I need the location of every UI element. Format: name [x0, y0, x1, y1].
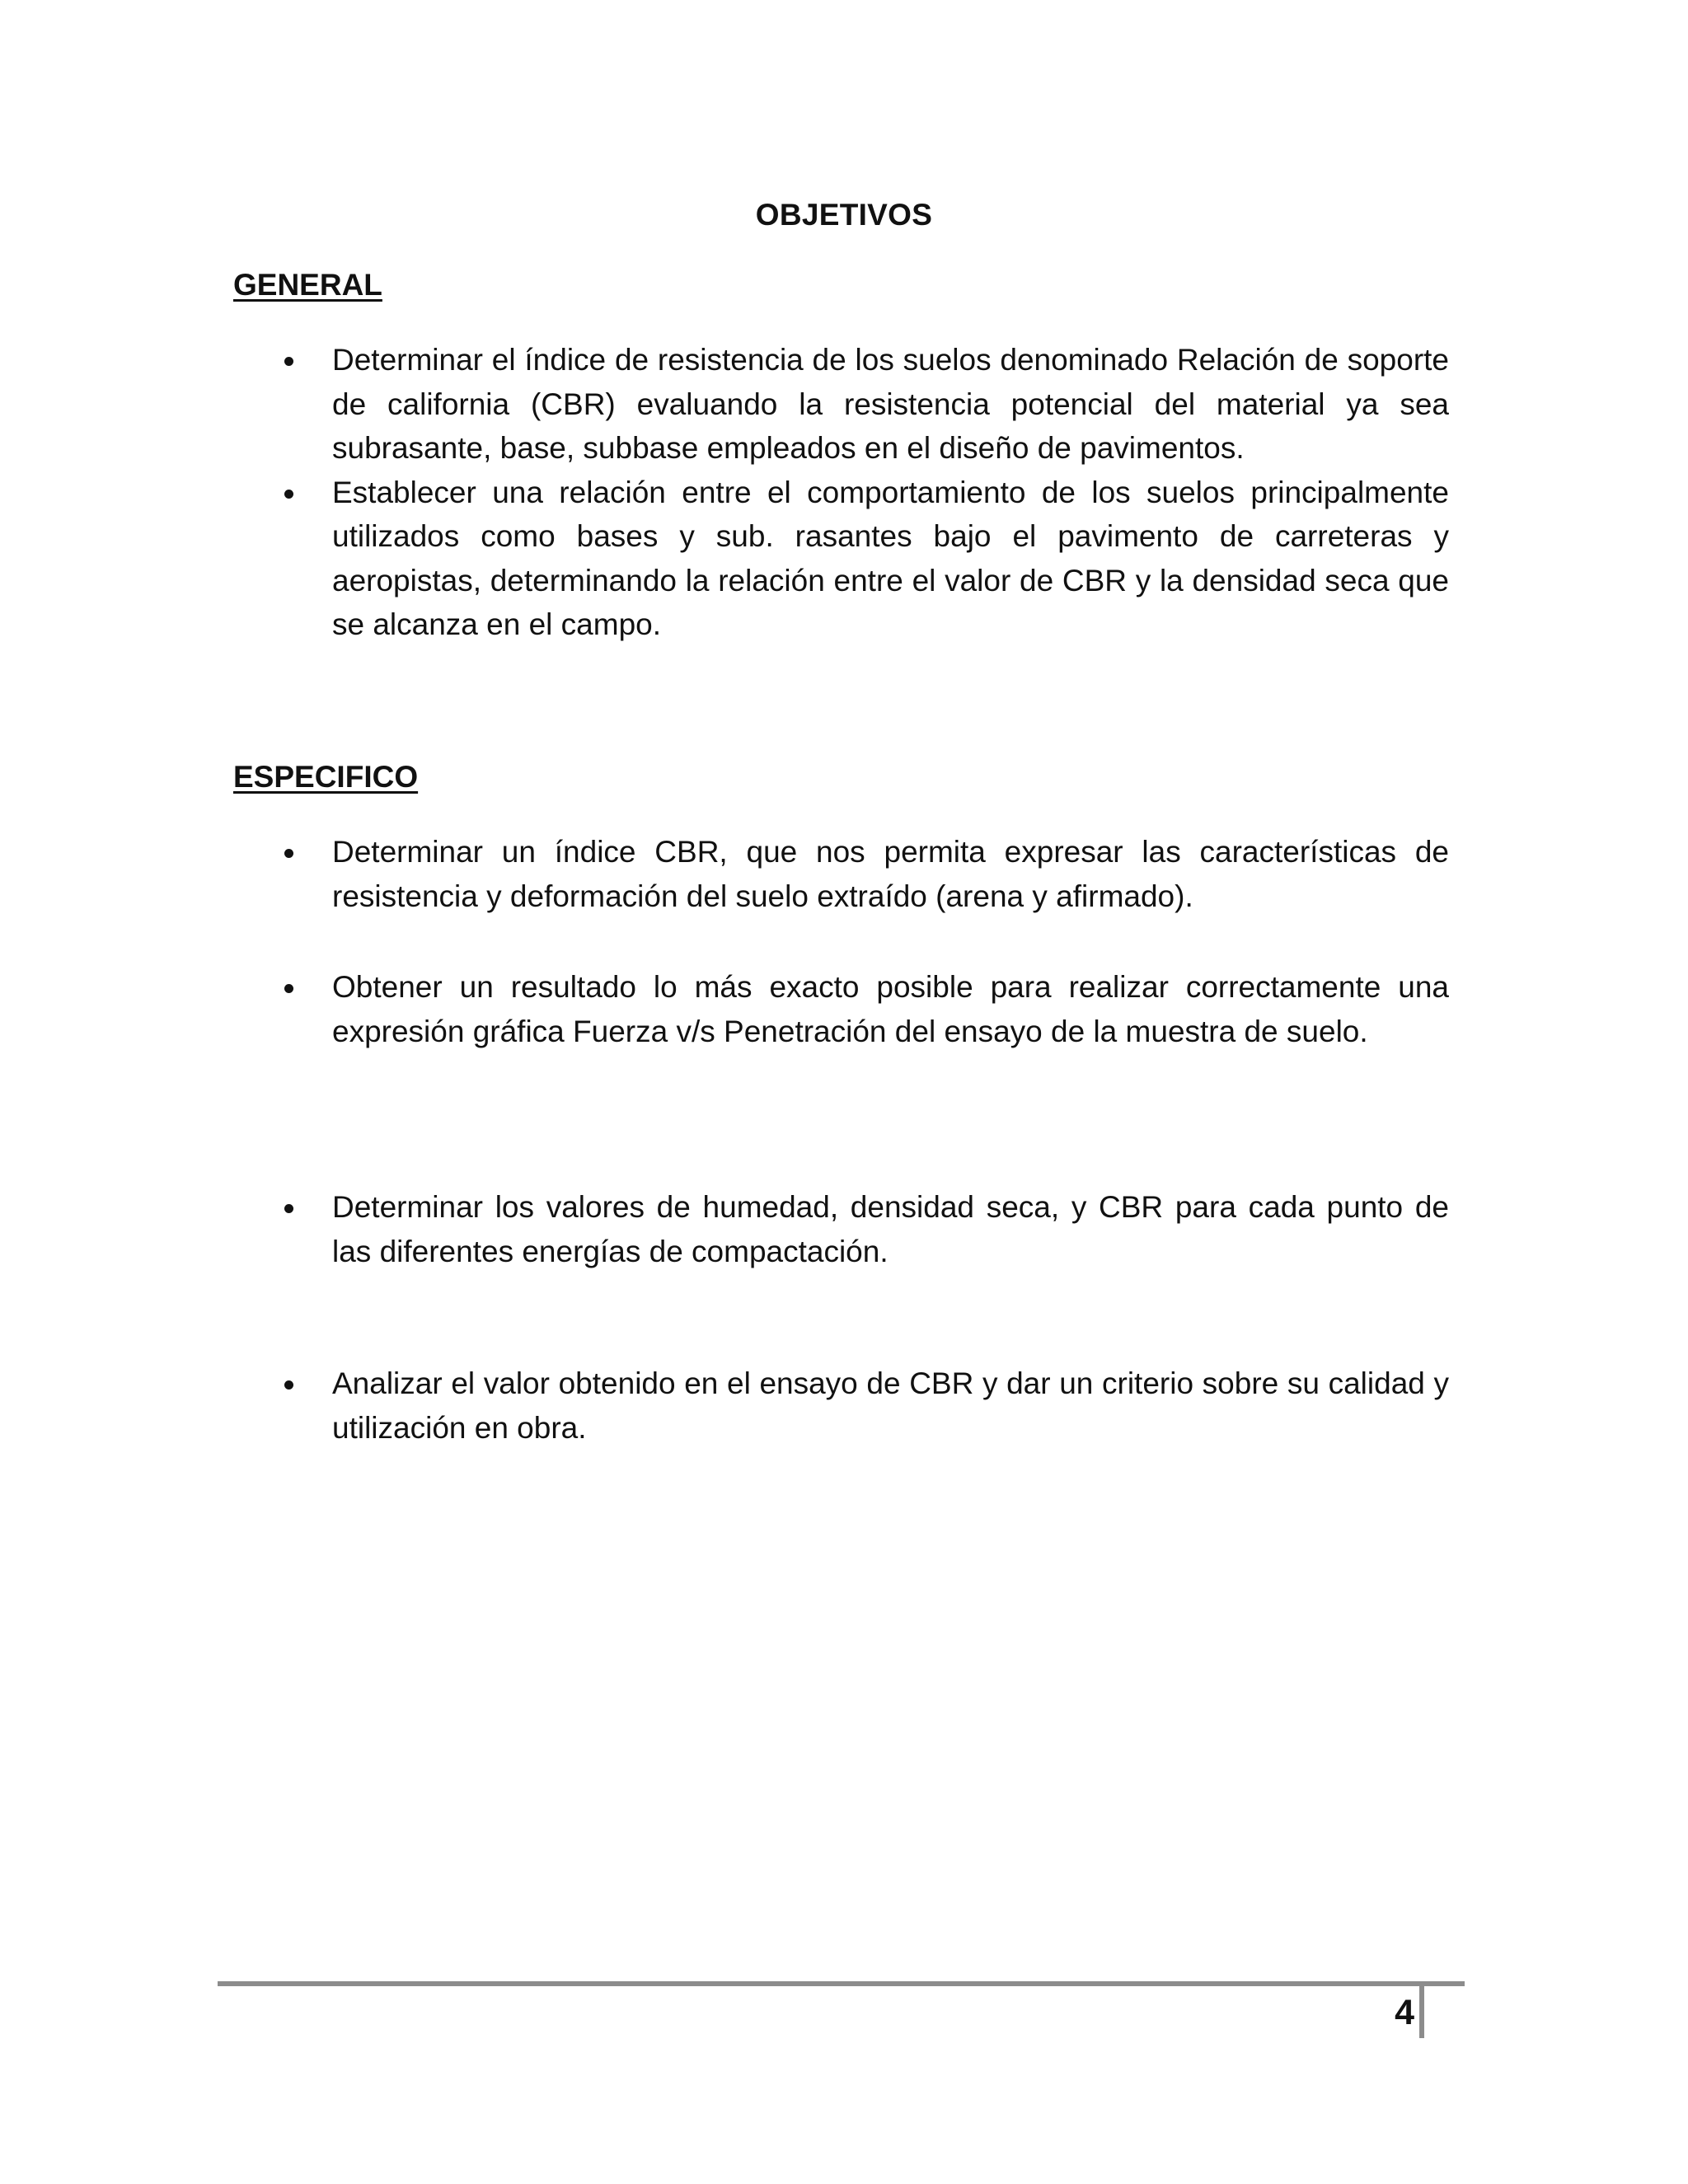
- section-heading-especifico: ESPECIFICO: [233, 760, 419, 794]
- bullet-icon: [284, 849, 293, 858]
- general-objectives-list: [233, 338, 1449, 647]
- list-item-text: Determinar un índice CBR, que nos permita expresar las características de resistencia y deformación del suelo extraído (arena y afirmado).: [332, 835, 1449, 913]
- bullet-icon: [284, 357, 293, 366]
- list-item-text: Determinar el índice de resistencia de los suelos denominado Relación de soporte de california (CBR) evaluando la resistencia potencial del material ya sea subrasante, base, subbase empleados en el diseño de pavimentos.: [332, 343, 1449, 465]
- specific-objectives-list-3: [233, 1185, 1449, 1273]
- list-item: [233, 1185, 1449, 1273]
- list-item: [233, 830, 1449, 918]
- footer-rule: [218, 1981, 1465, 1986]
- list-item: [233, 1361, 1449, 1450]
- bullet-icon: [284, 1204, 293, 1213]
- specific-objectives-list-2: [233, 965, 1449, 1053]
- page-number: 4: [1395, 1993, 1414, 2032]
- specific-objectives-list: [233, 830, 1449, 918]
- section-heading-general: GENERAL: [233, 268, 382, 302]
- page-title: OBJETIVOS: [755, 198, 933, 232]
- footer-divider: [1419, 1981, 1424, 2038]
- specific-objectives-list-4: [233, 1361, 1449, 1450]
- bullet-icon: [284, 1380, 293, 1390]
- bullet-icon: [284, 984, 293, 993]
- bullet-icon: [284, 490, 293, 499]
- list-item: [233, 965, 1449, 1053]
- list-item: [233, 338, 1449, 471]
- list-item-text: Establecer una relación entre el comportamiento de los suelos principalmente utilizados como bases y sub. rasantes bajo el pavimento de carreteras y aeropistas, determinando la relación entre el valor de CBR y la densidad seca que se alcanza en el campo.: [332, 475, 1449, 641]
- list-item: [233, 471, 1449, 647]
- list-item-text: Obtener un resultado lo más exacto posible para realizar correctamente una expresión gráfica Fuerza v/s Penetración del ensayo de la muestra de suelo.: [332, 970, 1449, 1048]
- list-item-text: Determinar los valores de humedad, densidad seca, y CBR para cada punto de las diferentes energías de compactación.: [332, 1190, 1449, 1268]
- list-item-text: Analizar el valor obtenido en el ensayo de CBR y dar un criterio sobre su calidad y utilización en obra.: [332, 1366, 1449, 1445]
